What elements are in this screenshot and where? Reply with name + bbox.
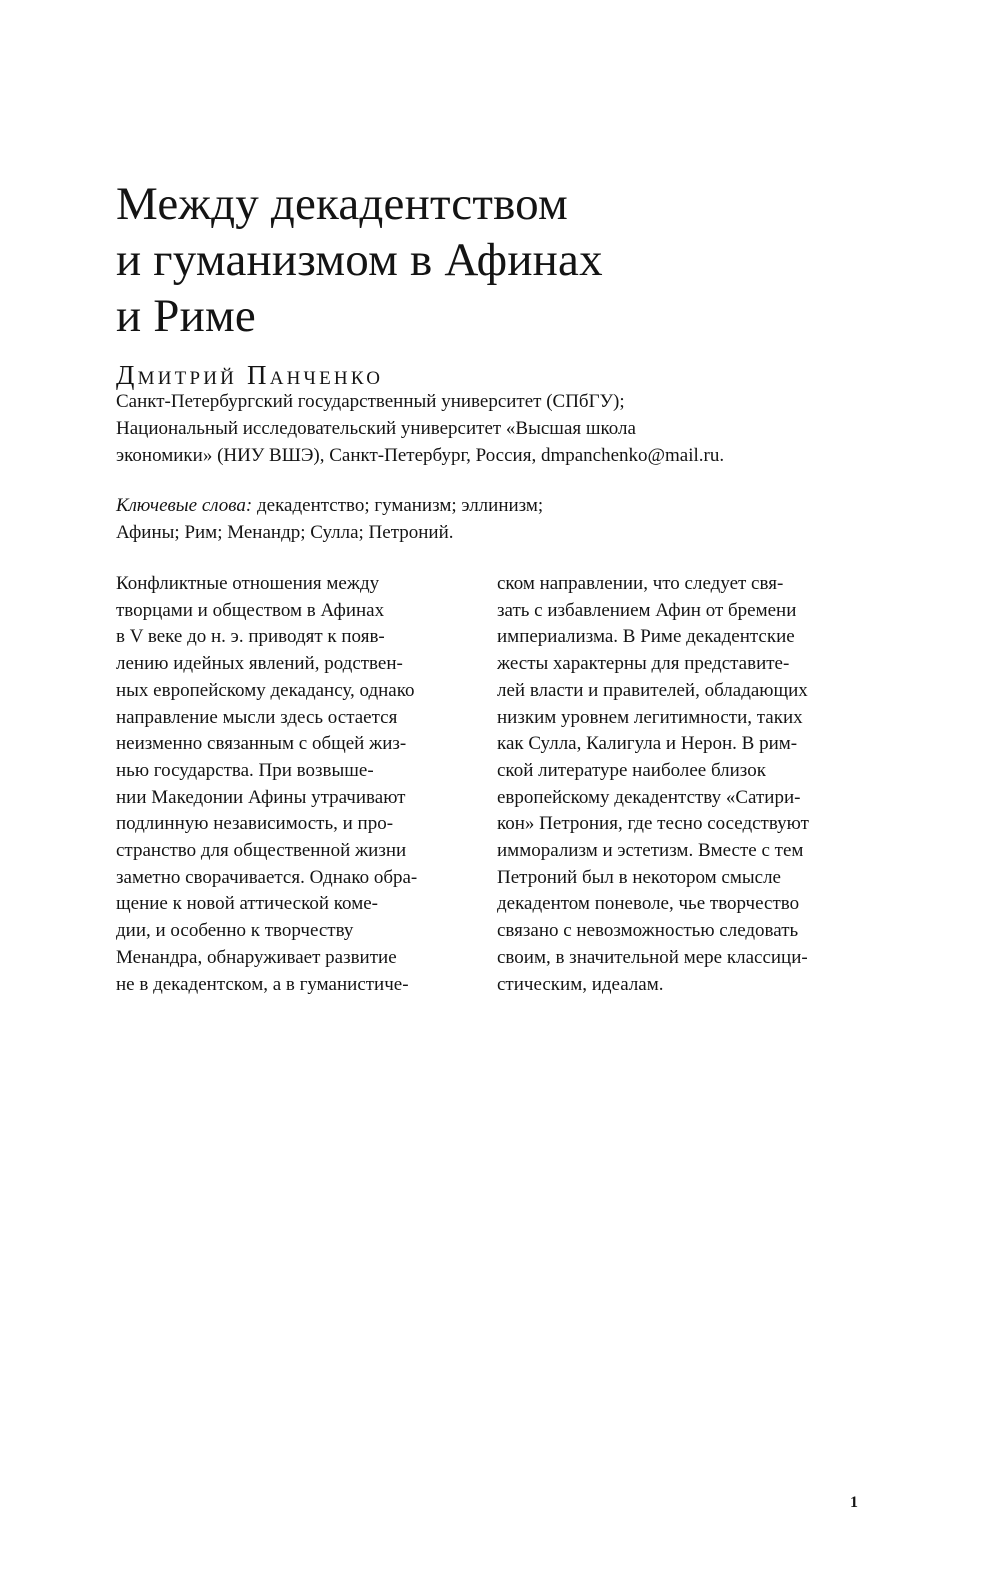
page-number: 1 xyxy=(850,1494,858,1511)
keywords-line: Афины; Рим; Менандр; Сулла; Петроний. xyxy=(116,522,454,543)
keywords-text: декадентство; гуманизм; эллинизм; xyxy=(252,495,544,516)
keywords-block xyxy=(116,492,856,546)
abstract-line: не в декадентском, а в гуманистиче- xyxy=(116,973,409,995)
abstract-line: европейскому декадентству «Сатири- xyxy=(497,786,801,808)
abstract-left-column xyxy=(116,571,496,998)
abstract-right-column xyxy=(497,571,877,998)
abstract-line: подлинную независимость, и про- xyxy=(116,813,394,835)
abstract-line: ных европейскому декадансу, однако xyxy=(116,679,415,701)
abstract-line: имморализм и эстетизм. Вместе с тем xyxy=(497,840,804,862)
affiliation-line: экономики» (НИУ ВШЭ), Санкт-Петербург, Россия, dmpanchenko@mail.ru. xyxy=(116,445,725,466)
abstract-line: странство для общественной жизни xyxy=(116,840,407,862)
abstract-line: в V веке до н. э. приводят к появ- xyxy=(116,626,385,648)
abstract-line: низким уровнем легитимности, таких xyxy=(497,706,803,728)
abstract-line: связано с невозможностью следовать xyxy=(497,920,799,942)
title-line: и Риме xyxy=(116,290,256,342)
abstract-line: щение к новой аттической коме- xyxy=(116,893,378,915)
abstract-line: кон» Петрония, где тесно соседствуют xyxy=(497,813,809,835)
title-line: и гуманизмом в Афинах xyxy=(116,234,603,286)
abstract-line: империализма. В Риме декадентские xyxy=(497,626,795,648)
abstract-line: Петроний был в некотором смысле xyxy=(497,866,781,888)
abstract-line: лей власти и правителей, обладающих xyxy=(497,679,808,701)
abstract-line: Менандра, обнаруживает развитие xyxy=(116,946,397,968)
abstract-line: Конфликтные отношения между xyxy=(116,573,380,594)
keywords-line xyxy=(116,492,856,519)
abstract-line: стическим, идеалам. xyxy=(497,973,664,995)
abstract-line: ском направлении, что следует свя- xyxy=(497,573,784,594)
abstract-line: нью государства. При возвыше- xyxy=(116,759,374,781)
abstract-line: жесты характерны для представите- xyxy=(497,653,790,675)
abstract-line: заметно сворачивается. Однако обра- xyxy=(116,866,418,888)
abstract-line: нии Македонии Афины утрачивают xyxy=(116,786,406,808)
abstract-line: зать с избавлением Афин от бремени xyxy=(497,599,797,621)
abstract-line: декадентом поневоле, чье творчество xyxy=(497,893,800,915)
abstract-line: направление мысли здесь остается xyxy=(116,706,398,728)
abstract-line: творцами и обществом в Афинах xyxy=(116,599,385,621)
affiliation-line: Национальный исследовательский университет «Высшая школа xyxy=(116,418,636,439)
author-name: Дмитрий Панченко xyxy=(116,360,384,390)
keywords-label: Ключевые слова: xyxy=(116,495,253,516)
author-affiliation xyxy=(116,388,856,469)
abstract-line: своим, в значительной мере классици- xyxy=(497,946,808,968)
abstract-line: как Сулла, Калигула и Нерон. В рим- xyxy=(497,733,798,755)
abstract-line: дии, и особенно к творчеству xyxy=(116,920,354,942)
abstract-line: лению идейных явлений, родствен- xyxy=(116,653,403,675)
title-line: Между декадентством xyxy=(116,178,568,230)
abstract-line: неизменно связанным с общей жиз- xyxy=(116,733,407,755)
article-title xyxy=(116,176,816,344)
affiliation-line: Санкт-Петербургский государственный университет (СПбГУ); xyxy=(116,391,625,412)
abstract-line: ской литературе наиболее близок xyxy=(497,759,766,781)
